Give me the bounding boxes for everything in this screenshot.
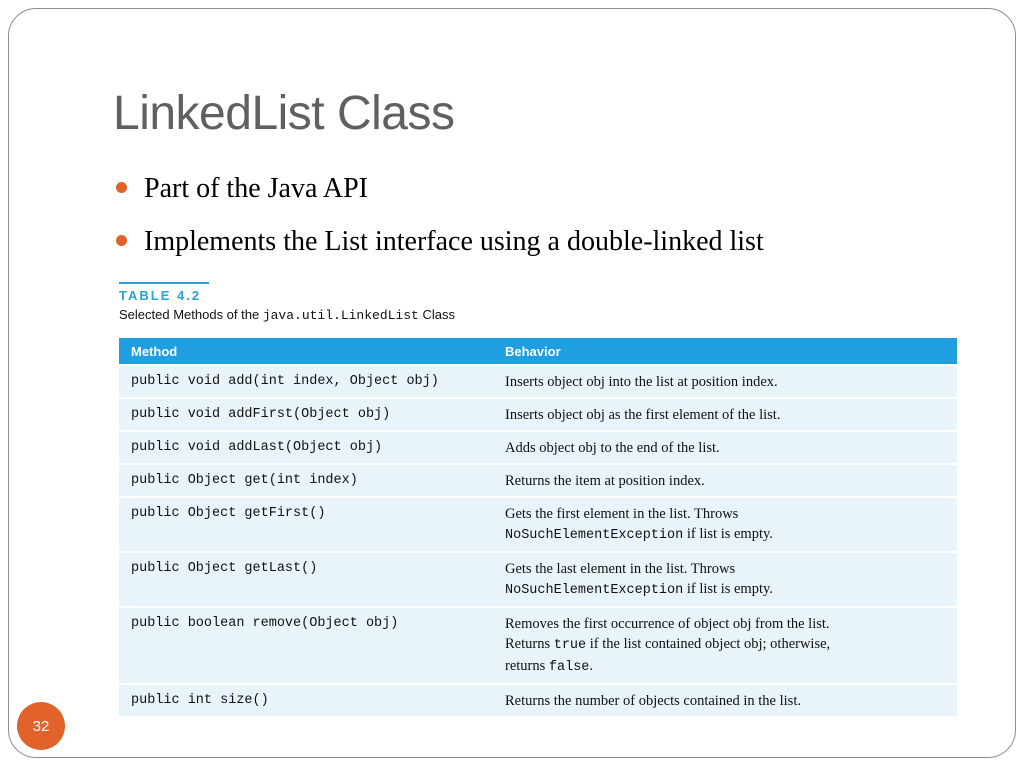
table-caption-rule (119, 282, 209, 284)
method-signature: public Object get(int index) (119, 464, 493, 497)
method-signature: public Object getLast() (119, 552, 493, 607)
behavior-code: NoSuchElementException (505, 583, 684, 598)
bullet-item (116, 172, 764, 225)
method-signature: public int size() (119, 684, 493, 717)
method-behavior (493, 365, 957, 398)
behavior-text: Inserts object obj into the list at position index. (505, 374, 778, 390)
header-behavior: Behavior (493, 338, 957, 365)
table-caption-code: java.util.LinkedList (262, 308, 419, 323)
bullet-text: Implements the List interface using a double-linked list (144, 226, 764, 257)
table-caption (119, 307, 455, 323)
behavior-text: Returns the item at position index. (505, 473, 705, 489)
behavior-text: Returns (505, 636, 554, 652)
bullet-dot-icon (116, 235, 127, 246)
behavior-code: true (553, 638, 587, 653)
method-signature: public void add(int index, Object obj) (119, 365, 493, 398)
behavior-text: Returns the number of objects contained in the list. (505, 693, 801, 709)
table-row (119, 684, 957, 717)
slide-title: LinkedList Class (113, 87, 455, 140)
bullet-item (116, 225, 764, 278)
behavior-text: . (589, 658, 594, 674)
behavior-text: Adds object obj to the end of the list. (505, 440, 720, 456)
method-behavior (493, 398, 957, 431)
table-caption-prefix: Selected Methods of the (119, 307, 263, 322)
method-behavior (493, 497, 957, 552)
header-method: Method (119, 338, 493, 365)
behavior-text: returns (505, 658, 549, 674)
table-row (119, 607, 957, 684)
table-header-row (119, 338, 957, 365)
method-behavior (493, 431, 957, 464)
bullet-dot-icon (116, 182, 127, 193)
behavior-text: Gets the first element in the list. Throws (505, 506, 739, 522)
behavior-text: if list is empty. (683, 581, 773, 597)
behavior-code: false (548, 660, 590, 675)
method-signature: public boolean remove(Object obj) (119, 607, 493, 684)
bullet-list (116, 172, 764, 278)
behavior-text: Inserts object obj as the first element of the list. (505, 407, 781, 423)
behavior-text: Removes the first occurrence of object obj from the list. (505, 616, 830, 632)
table-row (119, 431, 957, 464)
bullet-text: Part of the Java API (144, 173, 368, 204)
methods-table (119, 338, 957, 718)
table-body (119, 365, 957, 717)
method-behavior (493, 552, 957, 607)
behavior-text: Gets the last element in the list. Throws (505, 561, 736, 577)
behavior-text: if the list contained object obj; otherwise, (586, 636, 831, 652)
table-row (119, 497, 957, 552)
slide-number-badge: 32 (17, 702, 65, 750)
table-row (119, 365, 957, 398)
behavior-code: NoSuchElementException (505, 528, 684, 543)
method-behavior (493, 607, 957, 684)
method-signature: public Object getFirst() (119, 497, 493, 552)
table-row (119, 552, 957, 607)
table-row (119, 464, 957, 497)
method-behavior (493, 464, 957, 497)
method-signature: public void addFirst(Object obj) (119, 398, 493, 431)
behavior-text: if list is empty. (683, 526, 773, 542)
table-caption-suffix: Class (418, 307, 455, 322)
method-signature: public void addLast(Object obj) (119, 431, 493, 464)
table-label: TABLE 4.2 (119, 288, 202, 303)
method-behavior (493, 684, 957, 717)
table-row (119, 398, 957, 431)
